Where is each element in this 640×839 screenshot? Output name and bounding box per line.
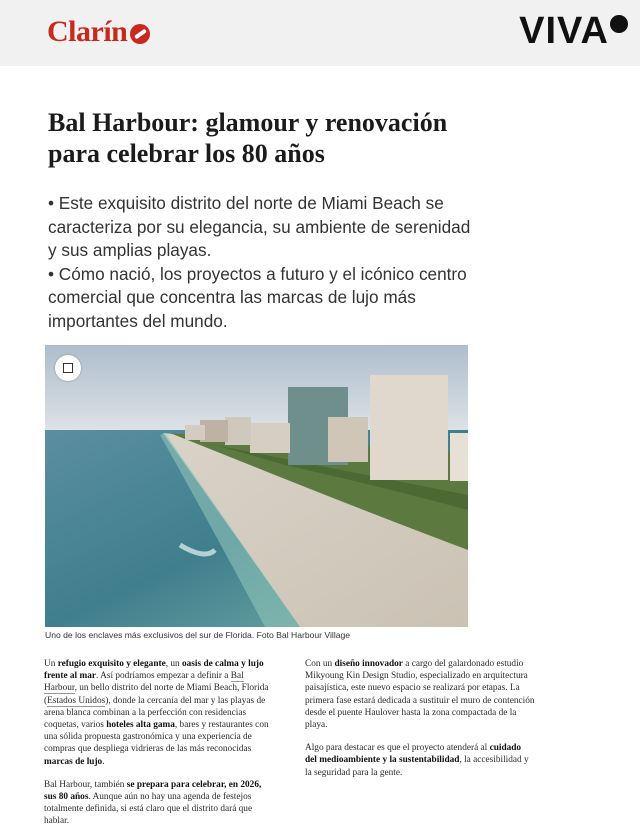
clarin-logo-text: Clarín xyxy=(47,15,128,48)
body-paragraph: Un refugio exquisito y elegante, un oasis de calma y lujo frente al mar. Así podríamos empezar a definir a Bal Harbour, un bello distrito del norte de Miami Beach, Florida (Estados Unidos), donde la cercanía del mar y las playas de arena blanca combinan a la perfección con residencias coquetas, varios hoteles alta gama, bares y restaurantes con una sólida propuesta gastronómica y una experiencia de compras que despliega vidrieras de las más reconocidas marcas de lujo. xyxy=(44,659,269,767)
clarin-logo[interactable] xyxy=(47,15,150,49)
article-body-left-column xyxy=(44,658,274,839)
photo-caption: Uno de los enclaves más exclusivos del sur de Florida. Foto Bal Harbour Village xyxy=(45,630,351,640)
viva-logo[interactable] xyxy=(519,10,628,53)
viva-logo-mark-icon xyxy=(610,15,628,33)
summary-item: • Cómo nació, los proyectos a futuro y el icónico centro comercial que concentra las marcas de lujo más importantes del mundo. xyxy=(48,263,467,331)
article-body-right-column xyxy=(305,658,535,790)
beach-aerial-image xyxy=(45,345,468,627)
expand-image-button[interactable] xyxy=(55,355,81,381)
bal-harbour-link[interactable]: Bal Harbour xyxy=(44,671,244,694)
body-paragraph: Con un diseño innovador a cargo del galardonado estudio Mikyoung Kin Design Studio, especializado en arquitectura paisajística, este nuevo espacio se realizará por etapas. La primera fase estará dedicada a sustituir el muro de contención desde el puente Haulover hasta la zona compactada de la playa. xyxy=(305,659,535,731)
viva-logo-text: VIVA xyxy=(519,10,609,52)
masthead xyxy=(0,0,640,66)
summary-item: • Este exquisito distrito del norte de Miami Beach se caracteriza por su elegancia, su ambiente de serenidad y sus amplias playas. xyxy=(48,193,471,260)
body-paragraph: Algo para destacar es que el proyecto atenderá al cuidado del medioambiente y la sustentabilidad, la accesibilidad y la seguridad para la gente. xyxy=(305,743,529,778)
clarin-logo-mark-icon xyxy=(130,24,150,44)
expand-icon xyxy=(63,363,73,373)
estados-unidos-link[interactable]: Estados Unidos xyxy=(47,695,106,706)
body-paragraph: Bal Harbour, también se prepara para celebrar, en 2026, sus 80 años. Aunque aún no hay una agenda de festejos totalmente definida, si está claro que el distrito dará que hablar. xyxy=(44,779,262,827)
article-summary xyxy=(48,192,478,333)
article-title: Bal Harbour: glamour y renovación para celebrar los 80 años xyxy=(48,108,448,168)
article-photo xyxy=(45,345,468,627)
